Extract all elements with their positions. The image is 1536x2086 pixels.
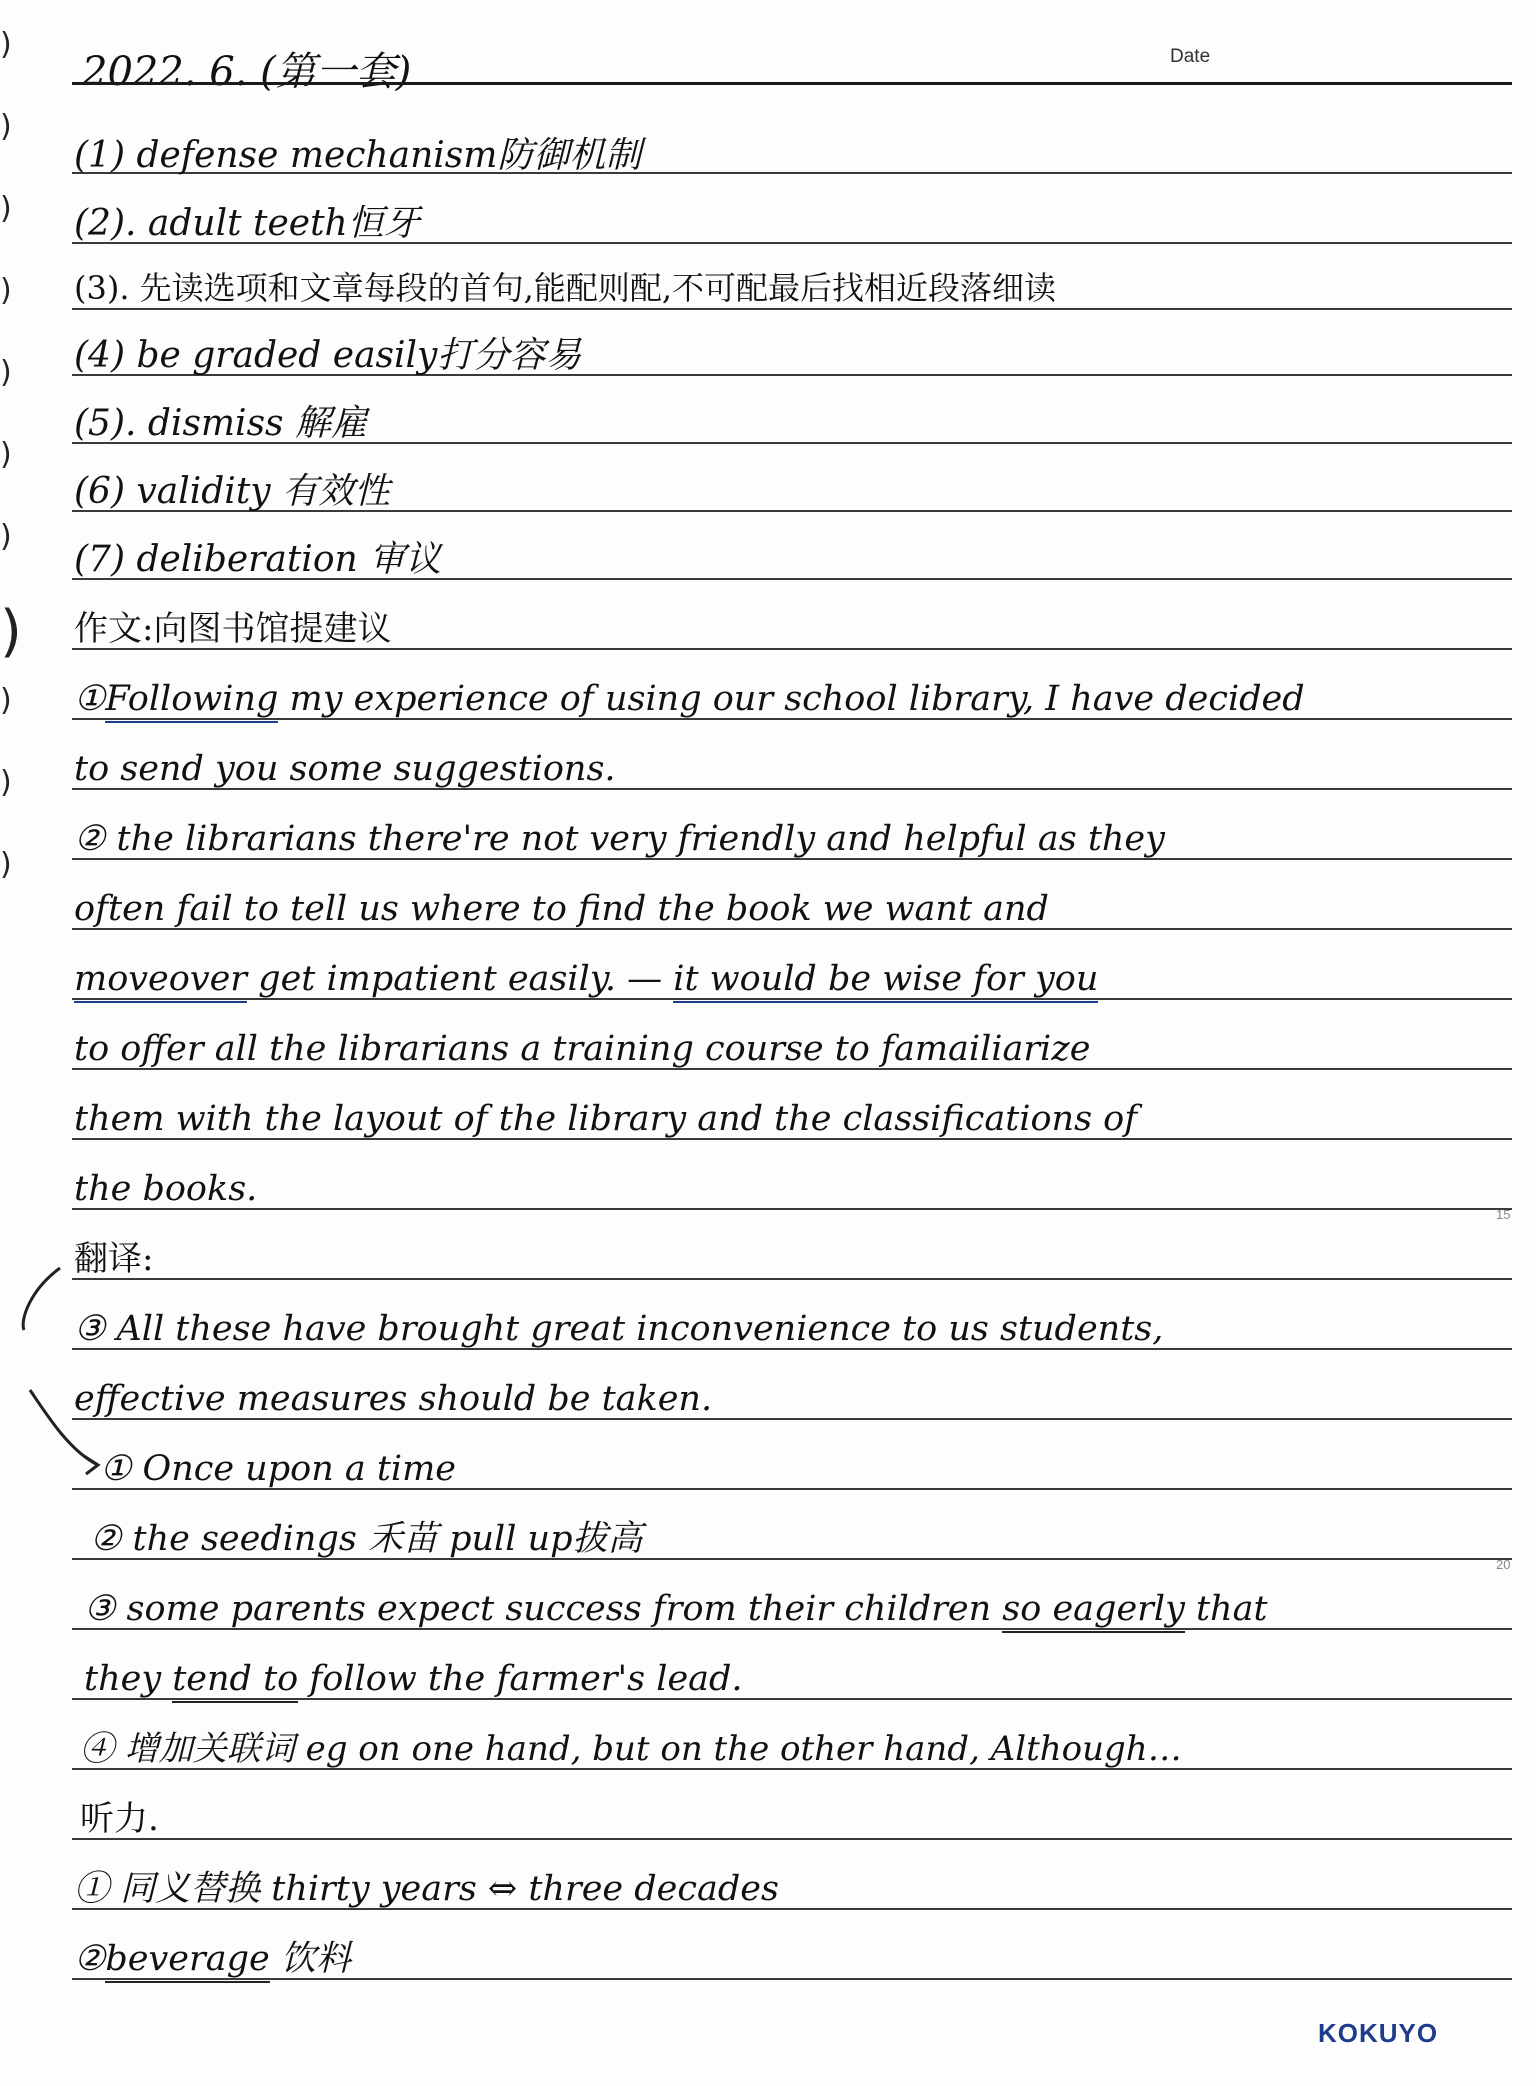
- paragraph-marker: ①: [74, 679, 106, 719]
- brand-logo: KOKUYO: [1318, 2018, 1439, 2048]
- vocab-item: (6) validity 有效性: [74, 471, 391, 512]
- arrow-icon: [0, 0, 200, 1500]
- rule-line: [72, 308, 1512, 310]
- vocab-item: (3). 先读选项和文章每段的首句,能配则配,不可配最后找相近段落细读: [74, 269, 1057, 307]
- binding-ring: ): [0, 847, 12, 882]
- binding-ring: ): [0, 109, 12, 144]
- vocab-item: (5). dismiss 解雇: [74, 403, 367, 444]
- underlined-phrase: beverage: [105, 1939, 269, 1983]
- essay-line: [74, 679, 1514, 719]
- vocab-item: (4) be graded easily打分容易: [74, 335, 582, 376]
- essay-line: ② the librarians there're not very friendly and helpful as they: [74, 819, 1165, 859]
- listening-text: 饮料: [269, 1939, 351, 1979]
- binding-ring: ): [0, 191, 12, 226]
- listening-item: [74, 1939, 1514, 1979]
- rule-line: [72, 82, 1512, 85]
- translation-line: ③ All these have brought great inconvenience to us students,: [74, 1309, 1164, 1349]
- date-label: Date: [1170, 46, 1211, 67]
- translation-text: they: [84, 1659, 173, 1699]
- binding-ring: ): [0, 27, 12, 62]
- translation-text: follow the farmer's lead.: [298, 1659, 743, 1699]
- underlined-phrase: moveover: [74, 959, 247, 1003]
- binding-ring: ): [0, 599, 22, 664]
- translation-line: [84, 1659, 1524, 1699]
- underlined-phrase: tend to: [172, 1659, 298, 1703]
- underlined-phrase: so eagerly: [1002, 1589, 1185, 1633]
- translation-line: ① Once upon a time: [100, 1449, 457, 1489]
- translation-line: effective measures should be taken.: [74, 1379, 713, 1419]
- binding-ring: ): [0, 519, 12, 554]
- vocab-item: (1) defense mechanism防御机制: [74, 135, 642, 176]
- item-marker: ②: [74, 1939, 106, 1979]
- binding-ring: ): [0, 765, 12, 800]
- essay-heading: 作文:向图书馆提建议: [74, 609, 392, 649]
- margin-number: 20: [1496, 1557, 1511, 1572]
- binding-ring: ): [0, 683, 12, 718]
- vocab-item: (7) deliberation 审议: [74, 539, 442, 580]
- listening-heading: 听力.: [80, 1799, 159, 1839]
- underlined-phrase: it would be wise for you: [673, 959, 1098, 1003]
- translation-line: ② the seedings 禾苗 pull up拔高: [90, 1519, 643, 1559]
- translation-heading: 翻译:: [74, 1239, 154, 1279]
- essay-line: to send you some suggestions.: [74, 749, 616, 789]
- binding-ring: ): [0, 355, 12, 390]
- essay-line: them with the layout of the library and the classifications of: [74, 1099, 1138, 1139]
- essay-line: the books.: [74, 1169, 258, 1209]
- binding-ring: ): [0, 437, 12, 472]
- translation-line: [84, 1589, 1524, 1629]
- translation-line: ④ 增加关联词 eg on one hand, but on the other hand, Although…: [80, 1729, 1182, 1769]
- essay-text: get impatient easily. —: [247, 959, 674, 999]
- vocab-item: (2). adult teeth恒牙: [74, 203, 420, 244]
- underlined-phrase: Following: [105, 679, 278, 723]
- essay-line: often fail to tell us where to find the book we want and: [74, 889, 1049, 929]
- translation-text: that: [1184, 1589, 1268, 1629]
- essay-text: my experience of using our school library, I have decided: [278, 679, 1305, 719]
- rule-line: [72, 1838, 1512, 1840]
- binding-ring: ): [0, 273, 12, 308]
- essay-line: [74, 959, 1514, 999]
- rule-line: [72, 1278, 1512, 1280]
- essay-line: to offer all the librarians a training course to famailiarize: [74, 1029, 1091, 1069]
- translation-text: ③ some parents expect success from their children: [84, 1589, 1003, 1629]
- rule-line: [72, 1208, 1512, 1210]
- listening-item: ① 同义替换 thirty years ⇔ three decades: [74, 1869, 779, 1909]
- page-title: 2022. 6. (第一套): [82, 49, 412, 95]
- margin-number: 15: [1496, 1207, 1511, 1222]
